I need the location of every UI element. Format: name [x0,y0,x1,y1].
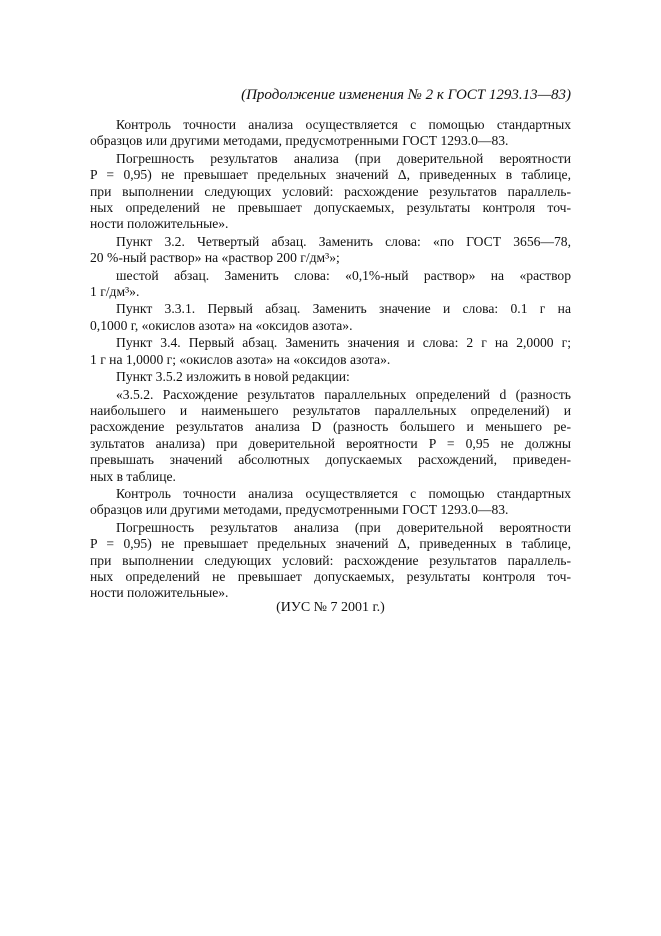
page-footer: (ИУС № 7 2001 г.) [276,600,385,615]
text-line: Пункт 3.4. Первый абзац. Заменить значения и слова: 2 г на 2,0000 г; [116,335,571,351]
page-header: (Продолжение изменения № 2 к ГОСТ 1293.13—83) [241,87,571,103]
text-line: наибольшего и наименьшего результатов параллельных определений) и [90,402,571,418]
text-line: Пункт 3.3.1. Первый абзац. Заменить значение и слова: 0.1 г на [116,301,571,317]
paragraph [90,387,571,485]
text-line: ности положительные». [90,585,229,601]
paragraph [90,151,571,233]
paragraph [90,268,571,301]
text-line: зультатов анализа) при доверительной вероятности P = 0,95 не должны [90,435,571,451]
text-line: при выполнении следующих условий: расхождение результатов параллель- [90,552,571,568]
text-line: ности положительные». [90,216,229,232]
text-line: образцов или другими методами, предусмотренными ГОСТ 1293.0—83. [90,133,509,149]
text-line: Погрешность результатов анализа (при доверительной вероятности [116,519,571,535]
text-line: P = 0,95) не превышает предельных значений Δ, приведенных в таблице, [90,536,571,552]
paragraph [90,369,571,385]
text-line: Погрешность результатов анализа (при доверительной вероятности [116,150,571,166]
text-line: P = 0,95) не превышает предельных значений Δ, приведенных в таблице, [90,167,571,183]
text-line: шестой абзац. Заменить слова: «0,1%-ный раствор» на «раствор [116,267,571,283]
text-line: Контроль точности анализа осуществляется с помощью стандартных [116,485,571,501]
text-line: «3.5.2. Расхождение результатов параллельных определений d (разность [116,386,571,402]
paragraph [90,520,571,602]
text-line: ных в таблице. [90,468,176,484]
text-line: ных определений не превышает допускаемых, результаты контроля точ- [90,568,571,584]
text-line: расхождение результатов анализа D (разность большего и меньшего ре- [90,419,571,435]
paragraph [90,117,571,150]
text-line: Пункт 3.2. Четвертый абзац. Заменить слова: «по ГОСТ 3656—78, [116,233,571,249]
paragraph [90,486,571,519]
text-line: ных определений не превышает допускаемых, результаты контроля точ- [90,200,571,216]
text-line: 1 г на 1,0000 г; «окислов азота» на «оксидов азота». [90,351,391,367]
paragraph [90,335,571,368]
text-line: при выполнении следующих условий: расхождение результатов параллель- [90,183,571,199]
paragraph [90,301,571,334]
text-line: Контроль точности анализа осуществляется с помощью стандартных [116,117,571,132]
paragraph [90,234,571,267]
text-line: превышать значений абсолютных допускаемых расхождений, приведен- [90,452,571,468]
document-body [90,117,571,603]
text-line: 20 %-ный раствор» на «раствор 200 г/дм³»; [90,250,340,266]
text-line: 1 г/дм³». [90,284,140,300]
text-line: 0,1000 г, «окислов азота» на «оксидов азота». [90,317,353,333]
text-line: Пункт 3.5.2 изложить в новой редакции: [116,369,350,385]
text-line: образцов или другими методами, предусмотренными ГОСТ 1293.0—83. [90,502,509,518]
